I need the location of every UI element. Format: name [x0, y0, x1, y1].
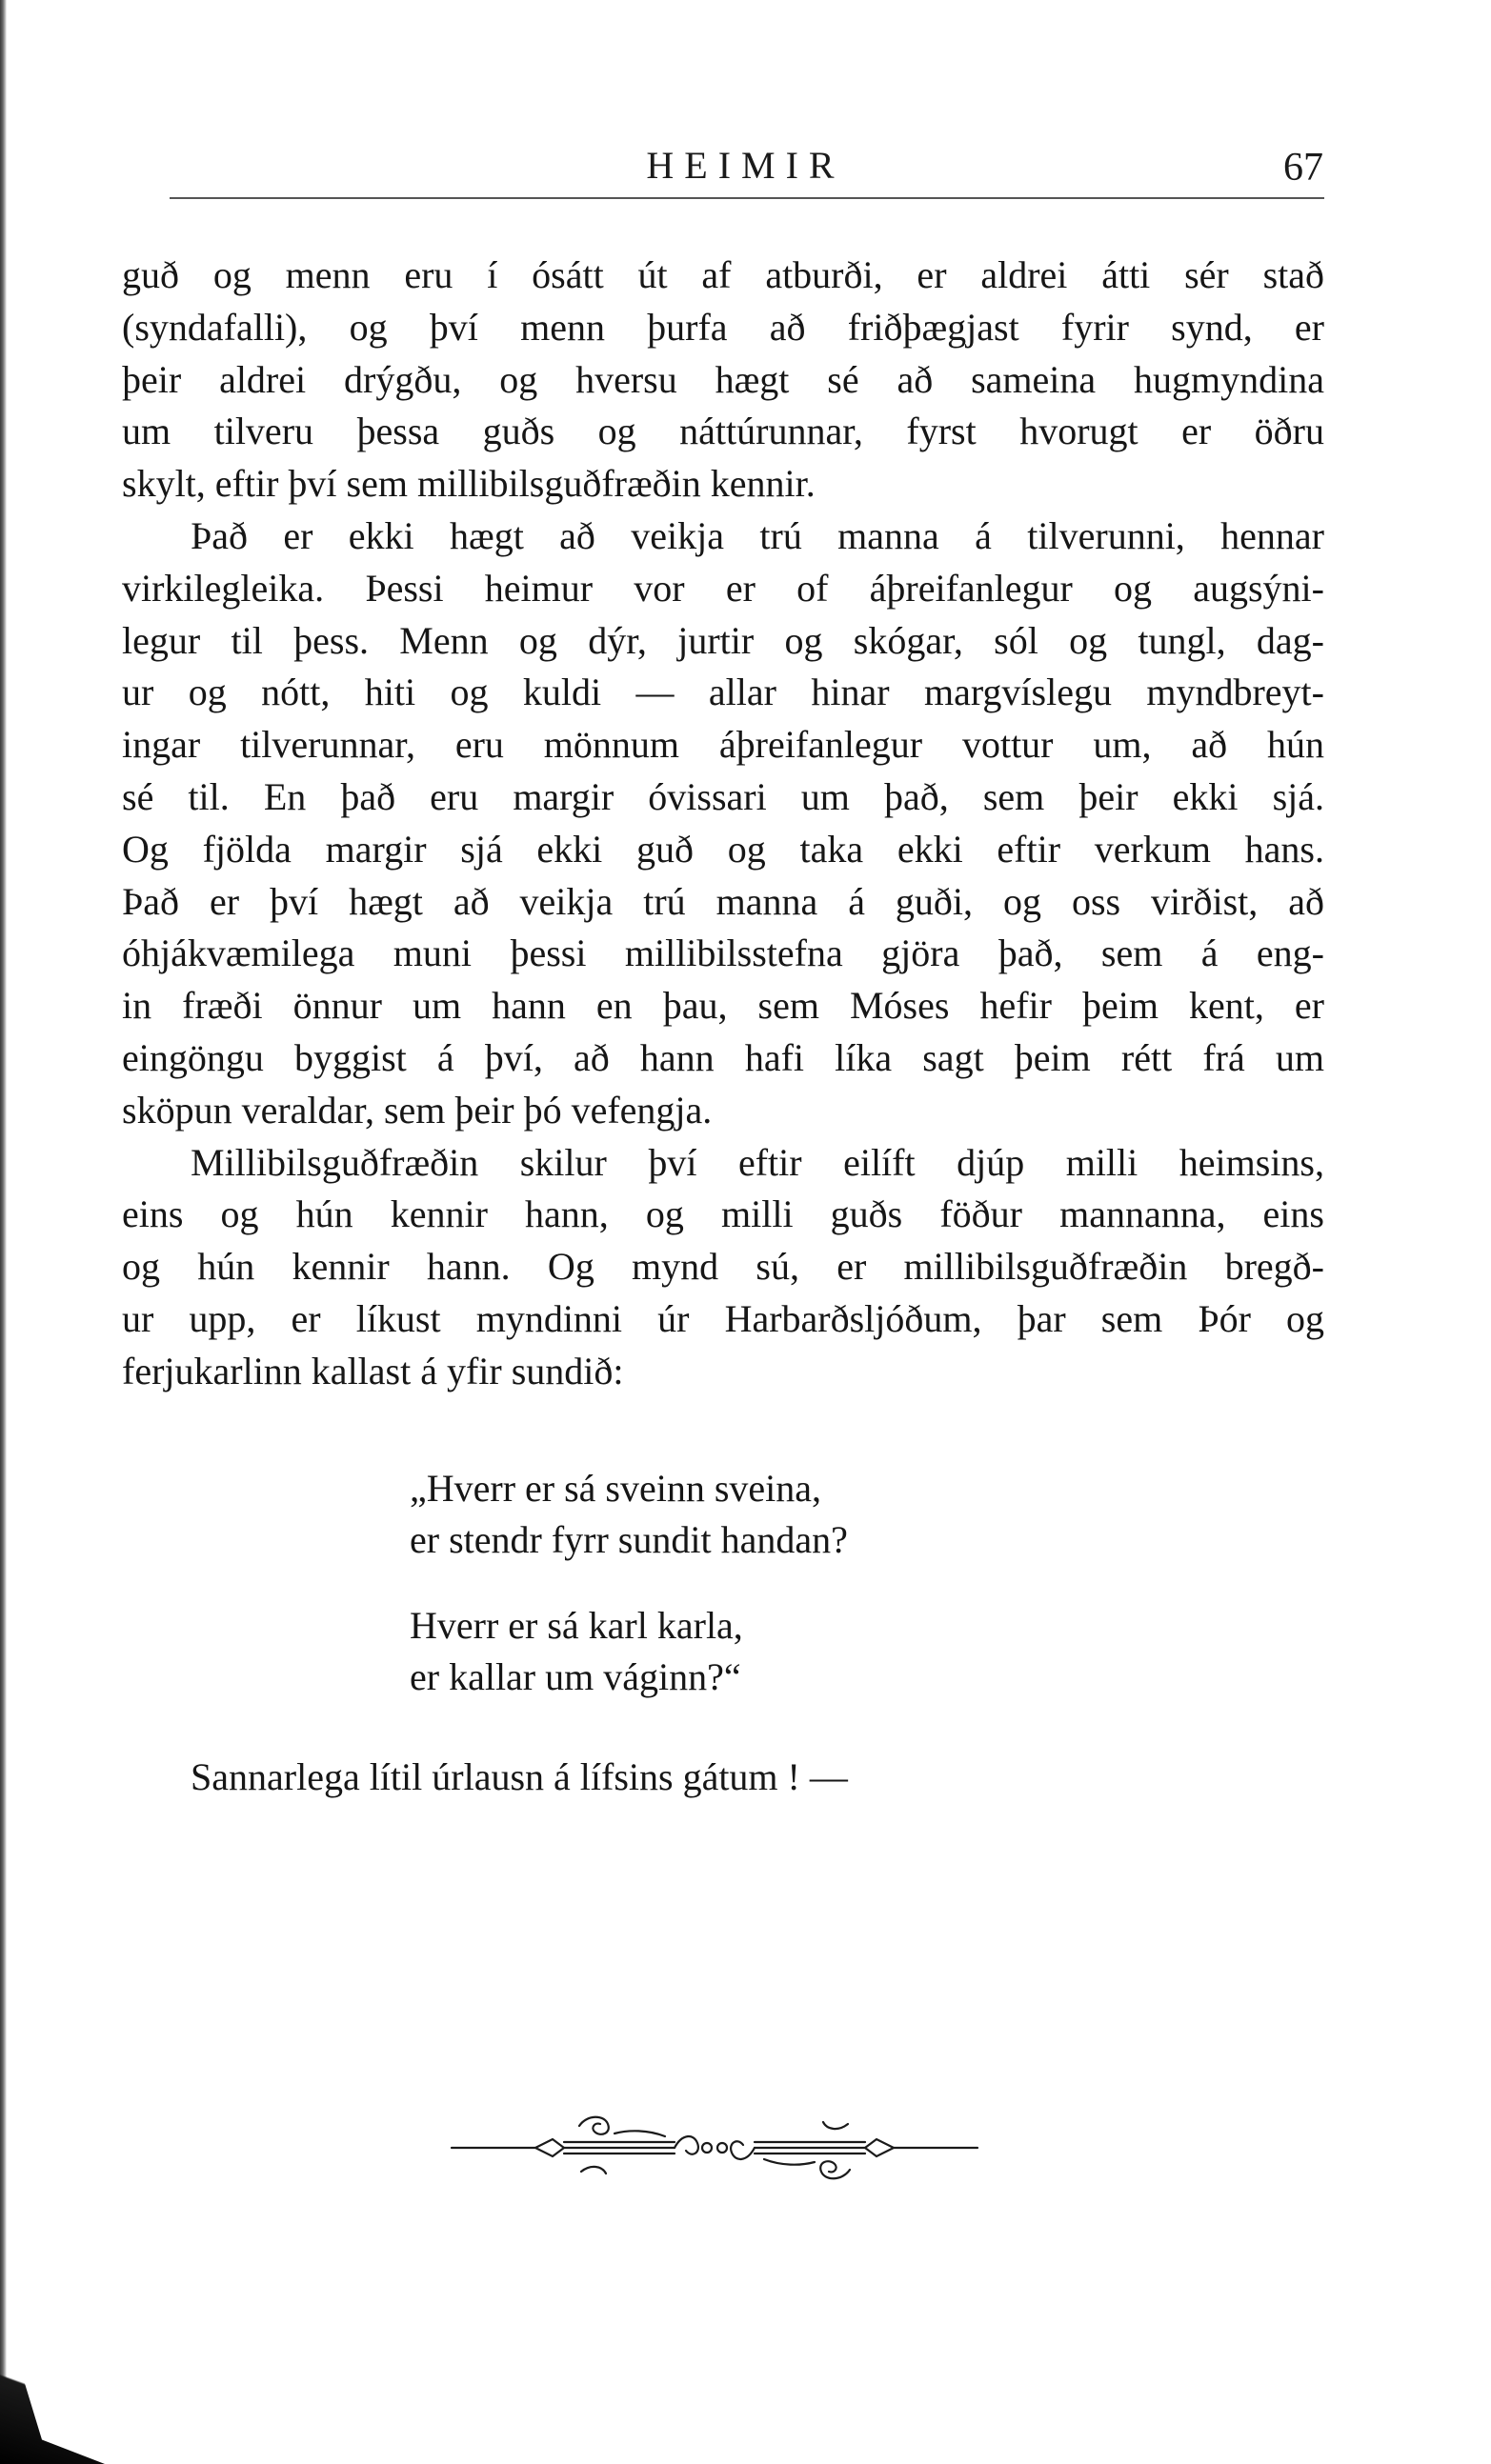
paragraph-2 [122, 511, 1324, 1137]
verse-line: Hverr er sá karl karla, [410, 1604, 743, 1647]
running-title: HEIMIR [646, 144, 845, 187]
text-line: legur til þess. Menn og dýr, jurtir og skógar, sól og tungl, dag- [122, 618, 1324, 662]
verse-line: er stendr fyrr sundit handan? [410, 1518, 848, 1561]
verse-line: er kallar um váginn?“ [410, 1655, 741, 1698]
text-line: og hún kennir hann. Og mynd sú, er millibilsguðfræðin bregð- [122, 1245, 1324, 1289]
closing-line: Sannarlega lítil úrlausn á lífsins gátum ! — [191, 1755, 848, 1798]
text-line: ur upp, er líkust myndinni úr Harbarðsljóðum, þar sem Þór og [122, 1296, 1324, 1340]
header-rule [170, 197, 1324, 199]
verse-line: „Hverr er sá sveinn sveina, [410, 1467, 822, 1510]
text-line: guð og menn eru í ósátt út af atburði, er aldrei átti sér stað [122, 253, 1324, 296]
text-line: ingar tilverunnar, eru mönnum áþreifanlegur vottur um, að hún [122, 723, 1324, 767]
body-text [122, 250, 1324, 1398]
text-line: sköpun veraldar, sem þeir þó vefengja. [122, 1088, 713, 1132]
page-number: 67 [1283, 146, 1323, 190]
binding-edge [0, 0, 7, 2464]
text-line: Og fjölda margir sjá ekki guð og taka ekki eftir verkum hans. [122, 827, 1324, 871]
text-line: eingöngu byggist á því, að hann hafi líka sagt þeim rétt frá um [122, 1035, 1324, 1079]
text-line: Millibilsguðfræðin skilur því eftir eilíft djúp milli heimsins, [191, 1140, 1324, 1184]
text-line: Það er ekki hægt að veikja trú manna á tilverunni, hennar [191, 513, 1324, 557]
text-line: óhjákvæmilega muni þessi millibilsstefna gjöra það, sem á eng- [122, 932, 1324, 975]
paragraph-1 [122, 250, 1324, 511]
text-line: eins og hún kennir hann, og milli guðs föður mannanna, eins [122, 1192, 1324, 1236]
text-line: ur og nótt, hiti og kuldi — allar hinar margvíslegu myndbreyt- [122, 671, 1324, 714]
decorative-scroll-ornament-icon [448, 2105, 981, 2191]
text-line: skylt, eftir því sem millibilsguðfræðin kennir. [122, 462, 816, 506]
text-line: in fræði önnur um hann en þau, sem Móses hefir þeim kent, er [122, 984, 1324, 1028]
text-line: sé til. En það eru margir óvissari um það, sem þeir ekki sjá. [122, 774, 1324, 818]
text-line: Það er því hægt að veikja trú manna á guði, og oss virðist, að [122, 879, 1324, 923]
text-line: (syndafalli), og því menn þurfa að friðþægjast fyrir synd, er [122, 305, 1324, 349]
corner-shadow [0, 2302, 105, 2464]
text-line: þeir aldrei drýgðu, og hversu hægt sé að sameina hugmyndina [122, 357, 1324, 401]
text-line: virkilegleika. Þessi heimur vor er of áþreifanlegur og augsýni- [122, 566, 1324, 610]
paragraph-3 [122, 1137, 1324, 1398]
verse-stanza-1 [410, 1463, 1077, 1566]
verse-stanza-2 [410, 1600, 1077, 1703]
text-line: ferjukarlinn kallast á yfir sundið: [122, 1349, 624, 1392]
text-line: um tilveru þessa guðs og náttúrunnar, fyrst hvorugt er öðru [122, 410, 1324, 453]
